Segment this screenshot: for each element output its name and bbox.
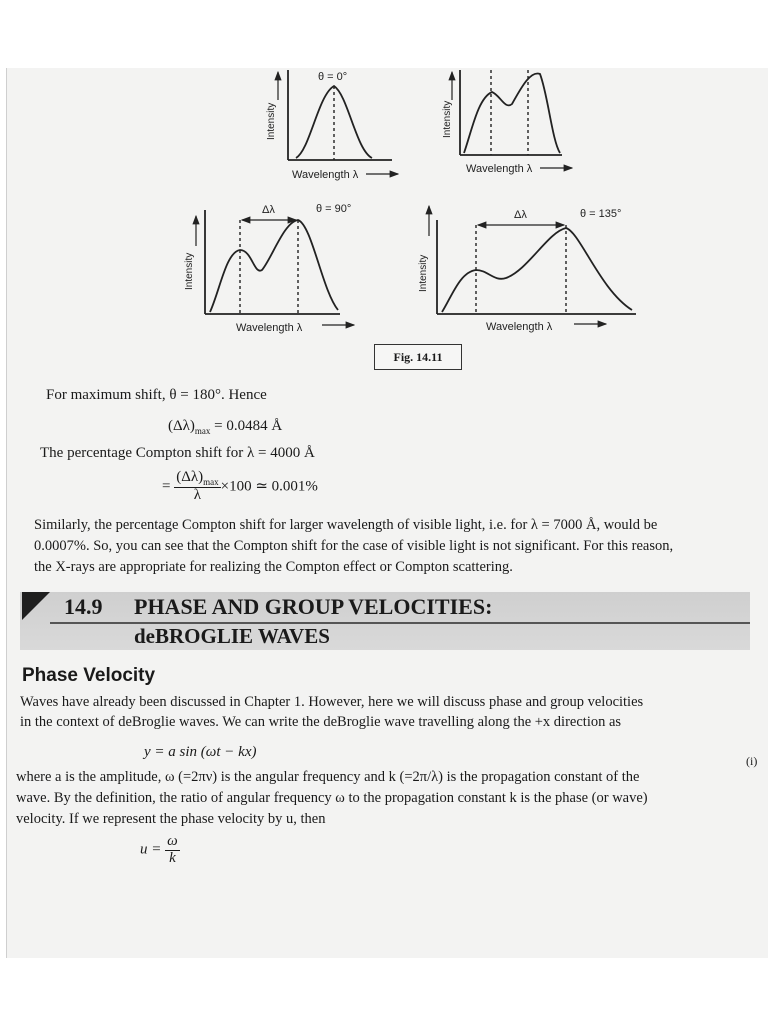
u-lhs: u = xyxy=(140,841,162,858)
delta-lhs-sub: max xyxy=(194,426,211,436)
para1-line3: the X-rays are appropriate for realizing the Compton effect or Compton scattering. xyxy=(34,559,513,575)
u-fraction xyxy=(165,834,180,867)
fraction-rest: ×100 ≃ 0.001% xyxy=(220,478,318,495)
u-denominator: k xyxy=(169,849,176,866)
panel2-wavelength-label: Wavelength λ xyxy=(466,163,533,175)
panel2-intensity-label: Intensity xyxy=(442,100,453,138)
para1-line2: 0.0007%. So, you can see that the Compton shift for the case of visible light is not significant. For this reason, xyxy=(34,538,674,554)
fraction-denominator: λ xyxy=(193,487,202,504)
percent-equation xyxy=(162,470,318,504)
phase-velocity-formula xyxy=(140,834,180,867)
u-numerator: ω xyxy=(167,833,178,849)
para1-line1: Similarly, the percentage Compton shift for larger wavelength of visible light, i.e. for λ = 7000 Å, would be xyxy=(34,517,658,533)
delta-lhs: (Δλ) xyxy=(168,418,195,434)
panel1-angle-label: θ = 0° xyxy=(318,71,348,83)
max-shift-line: For maximum shift, θ = 180°. Hence xyxy=(46,387,267,403)
panel-theta-135 xyxy=(418,206,636,333)
eq-equals: = xyxy=(162,478,171,495)
wave-equation: y = a sin (ωt − kx) xyxy=(144,744,257,760)
fraction-numerator: $(\Delta\lambda)_{max}$ xyxy=(176,469,219,487)
compton-figure xyxy=(0,0,768,380)
panel4-intensity-label: Intensity xyxy=(418,254,429,292)
figure-graphics xyxy=(0,0,768,380)
delta-rhs: = 0.0484 Å xyxy=(210,418,283,434)
figure-caption: Fig. 14.11 xyxy=(374,344,462,370)
pv-line2: in the context of deBroglie waves. We can write the deBroglie wave travelling along the +x direction as xyxy=(20,714,622,730)
pv-line5: velocity. If we represent the phase velocity by u, then xyxy=(16,811,326,827)
panel-theta-90 xyxy=(184,203,354,334)
panel1-intensity-label: Intensity xyxy=(266,102,277,140)
pv-line3: where a is the amplitude, ω (=2πν) is the angular frequency and k (=2π/λ) is the propagation constant of the xyxy=(16,769,640,785)
pv-line1: Waves have already been discussed in Chapter 1. However, here we will discuss phase and group velocities xyxy=(20,694,644,710)
percent-shift-line: The percentage Compton shift for λ = 4000 Å xyxy=(40,445,315,461)
panel-theta-top-right xyxy=(442,70,572,175)
section-heading-triangle xyxy=(22,592,50,620)
equation-number: (i) xyxy=(746,754,758,768)
delta-max-equation xyxy=(168,418,282,436)
section-title-line1: PHASE AND GROUP VELOCITIES: xyxy=(134,594,493,619)
panel-theta-0 xyxy=(266,70,398,181)
phase-velocity-heading: Phase Velocity xyxy=(22,665,156,686)
pv-line4: wave. By the definition, the ratio of angular frequency ω to the propagation constant k is the phase (or wave) xyxy=(16,790,648,806)
delta-fraction xyxy=(174,470,220,504)
panel3-angle-label: θ = 90° xyxy=(316,203,352,215)
panel4-angle-label: θ = 135° xyxy=(580,208,622,220)
section-title-line2: deBROGLIE WAVES xyxy=(134,624,330,648)
panel4-wavelength-label: Wavelength λ xyxy=(486,321,553,333)
panel3-delta-label: Δλ xyxy=(262,204,275,216)
panel4-delta-label: Δλ xyxy=(514,209,527,221)
panel3-wavelength-label: Wavelength λ xyxy=(236,322,303,334)
panel1-wavelength-label: Wavelength λ xyxy=(292,169,359,181)
panel3-intensity-label: Intensity xyxy=(184,252,195,290)
section-number: 14.9 xyxy=(64,594,103,619)
